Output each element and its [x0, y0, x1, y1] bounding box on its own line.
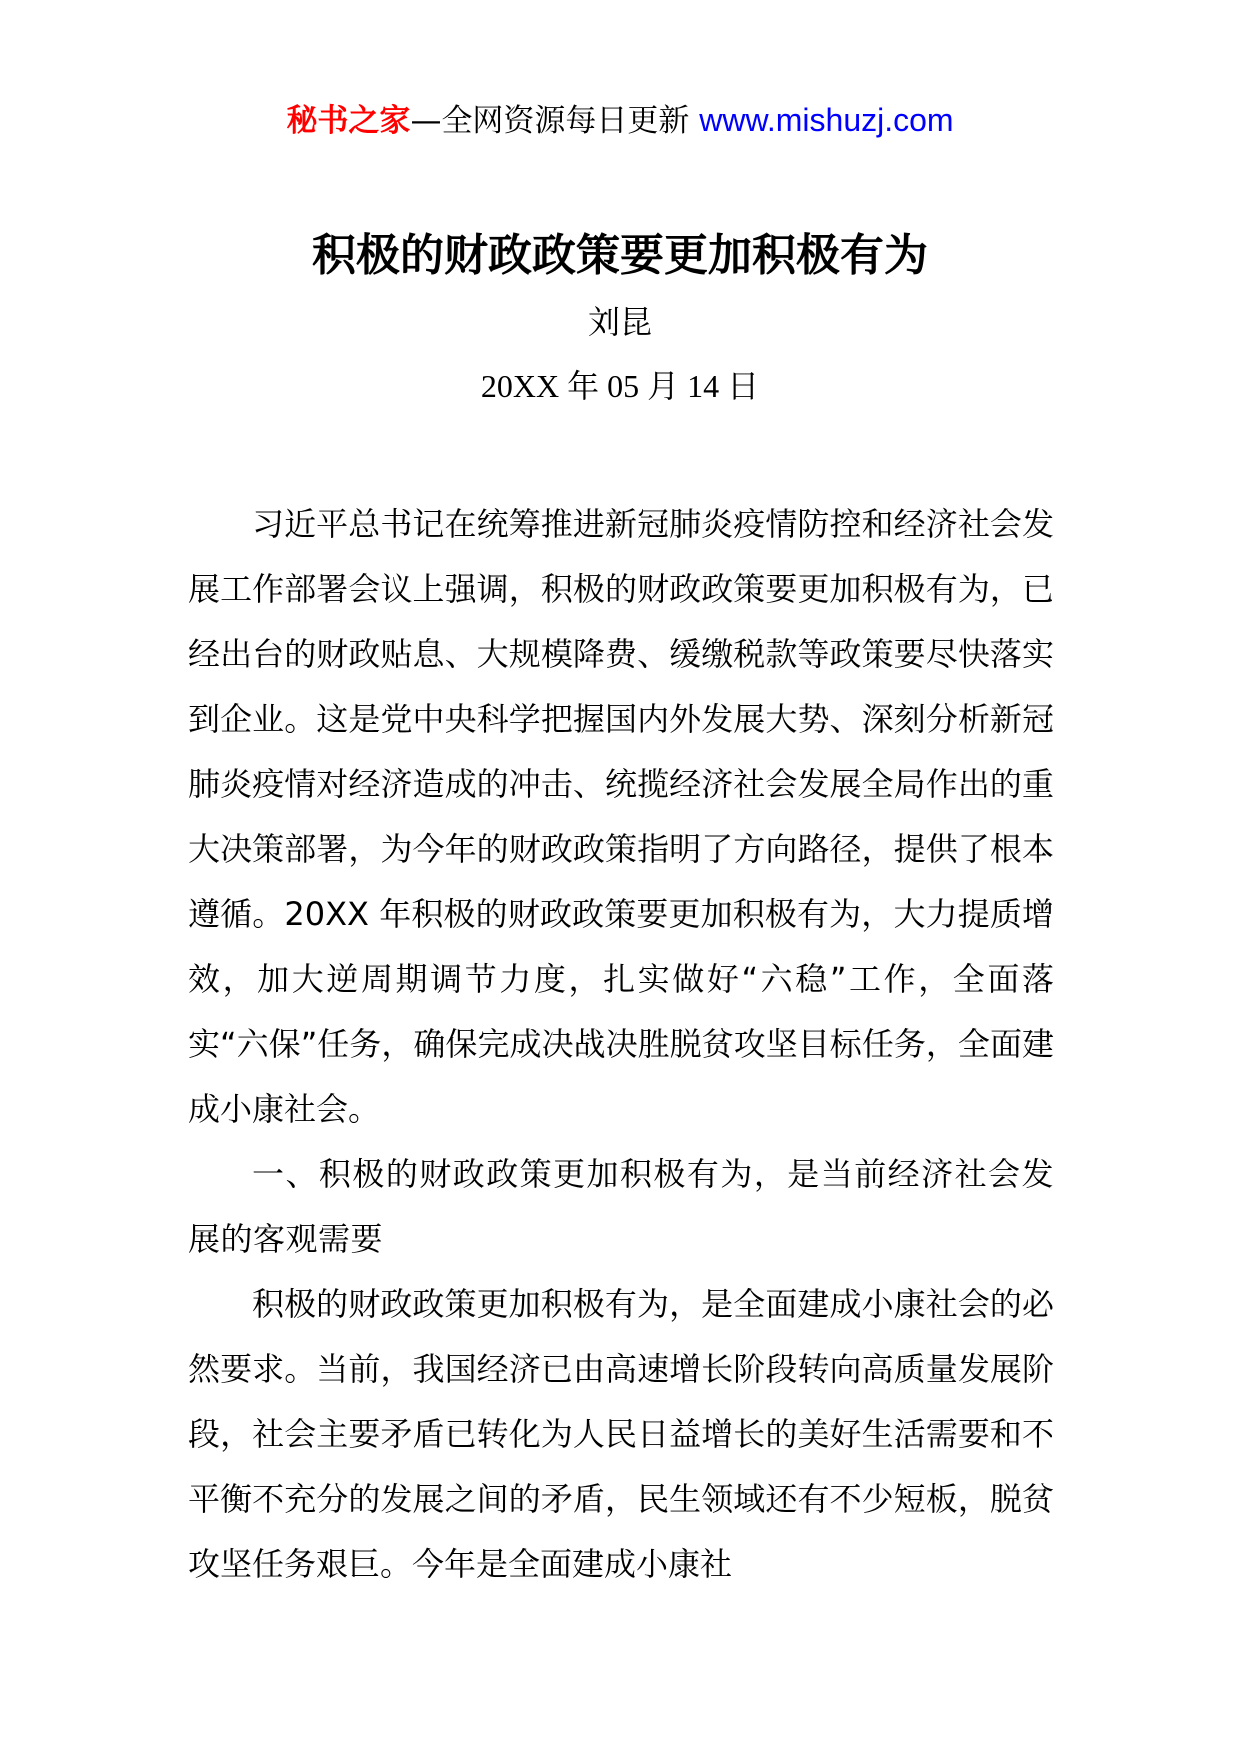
- document-author: 刘昆: [587, 303, 652, 341]
- body-paragraph: 积极的财政政策更加积极有为，是全面建成小康社会的必然要求。当前，我国经济已由高速增长阶段转向高质量发展阶段，社会主要矛盾已转化为人民日益增长的美好生活需要和不平衡不充分的发展之间的矛盾，民生领域还有不少短板，脱贫攻坚任务艰巨。今年是全面建成小康社: [188, 1285, 1054, 1583]
- section-heading: 一、积极的财政政策更加积极有为，是当前经济社会发展的客观需要: [188, 1155, 1054, 1258]
- document-body: [188, 492, 1054, 1597]
- site-url-link[interactable]: www.mishuzj.com: [699, 102, 954, 138]
- site-header: [0, 100, 1240, 141]
- site-tagline: —全网资源每日更新: [410, 103, 690, 139]
- document-date: 20XX 年 05 月 14 日: [480, 368, 760, 404]
- site-brand: 秘书之家: [286, 103, 411, 139]
- document-title: 积极的财政政策要更加积极有为: [312, 230, 928, 281]
- body-paragraph: 习近平总书记在统筹推进新冠肺炎疫情防控和经济社会发展工作部署会议上强调，积极的财政政策要更加积极有为，已经出台的财政贴息、大规模降费、缓缴税款等政策要尽快落实到企业。这是党中央科学把握国内外发展大势、深刻分析新冠肺炎疫情对经济造成的冲击、统揽经济社会发展全局作出的重大决策部署，为今年的财政政策指明了方向路径，提供了根本遵循。20XX 年积极的财政政策要更加积极有为，大力提质增效，加大逆周期调节力度，扎实做好“六稳”工作，全面落实“六保”任务，确保完成决战决胜脱贫攻坚目标任务，全面建成小康社会。: [188, 505, 1054, 1128]
